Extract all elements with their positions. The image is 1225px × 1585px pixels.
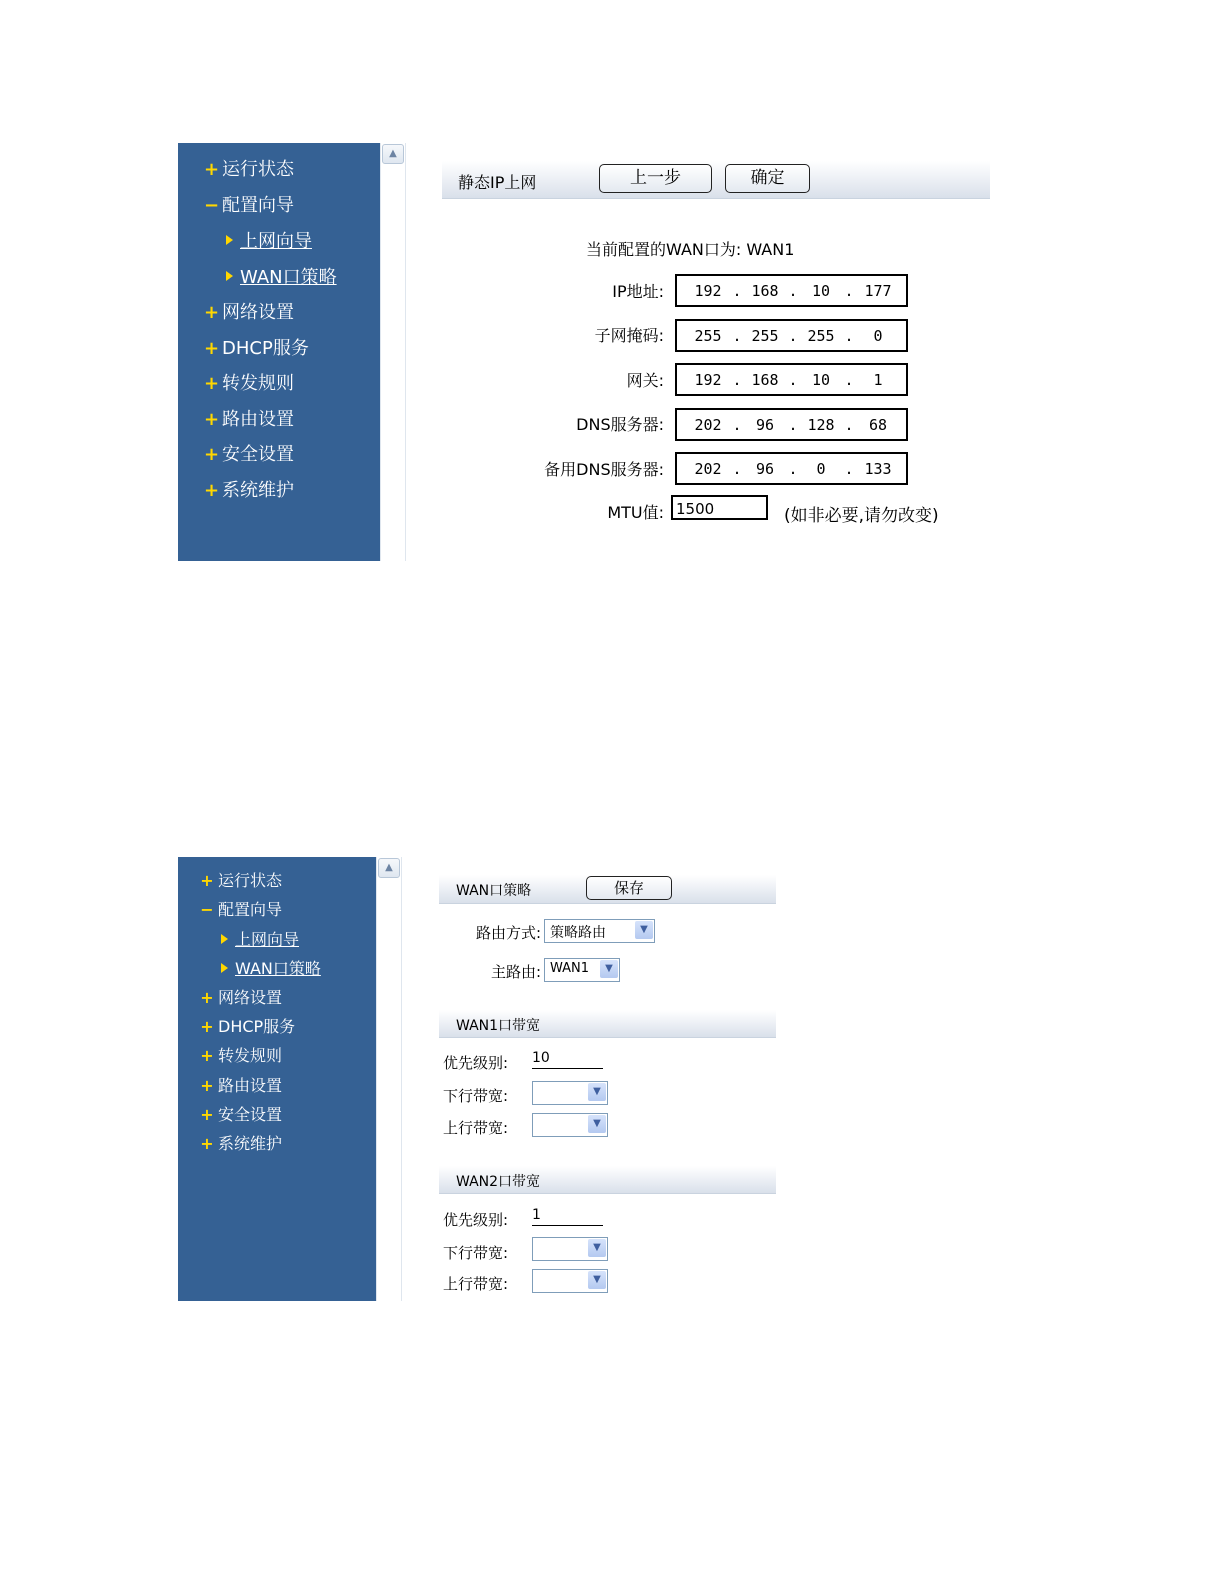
routing-mode-select[interactable] [544,919,655,943]
wan1-downlink-label: 下行带宽: [443,1087,509,1105]
gateway-octet-2[interactable]: 168 [751,371,779,389]
backup-dns-octet-3[interactable]: 0 [816,460,826,478]
octet-separator: . [844,371,854,389]
plus-icon: + [200,1046,214,1065]
wan2-bandwidth-header [439,1166,776,1194]
subnet-mask-label: 子网掩码: [594,326,664,345]
vertical-scrollbar[interactable] [376,857,402,1301]
confirm-button[interactable]: 确定 [725,164,810,193]
main-route-select[interactable] [544,958,620,982]
vertical-scrollbar[interactable] [380,143,406,561]
menu-item-dhcp[interactable]: + DHCP服务 [204,338,309,359]
dns-octet-1[interactable]: 202 [694,416,722,434]
menu-item-security[interactable]: + 安全设置 [200,1105,283,1124]
submenu-item-wan-policy[interactable]: WAN口策略 [226,267,337,289]
sidebar-menu [178,857,376,1301]
octet-separator: . [732,416,742,434]
octet-separator: . [844,460,854,478]
plus-icon: + [200,1076,214,1095]
menu-item-run-status[interactable]: + 运行状态 [200,871,283,890]
routing-mode-label: 路由方式: [475,924,541,942]
plus-icon: + [204,159,220,180]
backup-dns-octet-1[interactable]: 202 [694,460,722,478]
dns-server-label: DNS服务器: [576,415,664,434]
menu-item-routing[interactable]: + 路由设置 [204,409,294,430]
menu-item-run-status[interactable]: + 运行状态 [204,159,294,180]
plus-icon: + [200,871,214,890]
minus-icon: − [200,900,214,919]
plus-icon: + [200,988,214,1007]
current-wan-label: 当前配置的WAN口为: [586,240,742,259]
ip-address-label: IP地址: [612,282,664,301]
wan1-bandwidth-title: WAN1口带宽 [456,1018,541,1034]
triangle-right-icon [226,271,233,281]
menu-item-forward-rules[interactable]: + 转发规则 [200,1046,283,1065]
menu-item-network-settings[interactable]: + 网络设置 [204,302,294,323]
wan1-bandwidth-header [439,1010,776,1038]
octet-separator: . [844,282,854,300]
scroll-up-arrow-icon[interactable]: ▲ [378,858,400,878]
menu-item-maintenance[interactable]: + 系统维护 [200,1134,283,1153]
octet-separator: . [732,460,742,478]
sidebar-menu [178,143,380,561]
dns-server-field[interactable] [675,408,908,441]
chevron-down-icon[interactable]: ▼ [588,1115,606,1133]
mask-octet-2[interactable]: 255 [751,327,779,345]
chevron-down-icon[interactable]: ▼ [588,1239,606,1257]
wan2-downlink-label: 下行带宽: [443,1244,509,1262]
menu-item-config-wizard[interactable]: − 配置向导 [200,900,283,919]
current-wan-value: WAN1 [746,240,795,259]
octet-separator: . [732,327,742,345]
wan1-downlink-select[interactable] [532,1081,608,1105]
page-title: 静态IP上网 [458,173,537,192]
chevron-down-icon[interactable]: ▼ [588,1271,606,1289]
octet-separator: . [732,371,742,389]
page-header-bar [442,161,990,199]
plus-icon: + [204,480,220,501]
gateway-octet-4[interactable]: 1 [873,371,883,389]
plus-icon: + [200,1105,214,1124]
menu-item-config-wizard[interactable]: − 配置向导 [204,195,294,216]
menu-item-dhcp[interactable]: + DHCP服务 [200,1017,296,1036]
dns-octet-2[interactable]: 96 [755,416,775,434]
backup-dns-field[interactable] [675,452,908,485]
ip-address-field[interactable] [675,274,908,307]
plus-icon: + [200,1134,214,1153]
plus-icon: + [200,1017,214,1036]
main-route-label: 主路由: [490,963,541,981]
wan2-bandwidth-title: WAN2口带宽 [456,1174,541,1190]
mask-octet-4[interactable]: 0 [873,327,883,345]
mask-octet-3[interactable]: 255 [807,327,835,345]
wan1-priority-input[interactable]: 10 [532,1050,603,1069]
triangle-right-icon [226,235,233,245]
menu-item-forward-rules[interactable]: + 转发规则 [204,373,294,394]
octet-separator: . [844,327,854,345]
backup-dns-octet-2[interactable]: 96 [755,460,775,478]
plus-icon: + [204,409,220,430]
wan2-uplink-select[interactable] [532,1269,608,1293]
dns-octet-3[interactable]: 128 [807,416,835,434]
triangle-right-icon [221,963,228,973]
scroll-up-arrow-icon[interactable]: ▲ [382,144,404,164]
wan2-priority-label: 优先级别: [443,1211,509,1229]
submenu-item-internet-wizard[interactable]: 上网向导 [221,930,299,950]
octet-separator: . [788,282,798,300]
mtu-label: MTU值: [607,503,664,522]
triangle-right-icon [221,934,228,944]
subnet-mask-field[interactable] [675,319,908,352]
wan1-uplink-select[interactable] [532,1113,608,1137]
wan1-uplink-label: 上行带宽: [443,1119,509,1137]
ip-octet-4[interactable]: 177 [864,282,892,300]
ip-octet-3[interactable]: 10 [811,282,831,300]
wan2-uplink-label: 上行带宽: [443,1275,509,1293]
chevron-down-icon[interactable]: ▼ [600,960,618,978]
chevron-down-icon[interactable]: ▼ [635,921,653,939]
ip-octet-2[interactable]: 168 [751,282,779,300]
plus-icon: + [204,444,220,465]
wan-policy-screen [178,857,776,1301]
menu-item-maintenance[interactable]: + 系统维护 [204,480,294,501]
gateway-field[interactable] [675,363,908,396]
plus-icon: + [204,302,220,323]
mtu-note: (如非必要,请勿改变) [784,506,939,526]
dns-octet-4[interactable]: 68 [868,416,888,434]
menu-item-security[interactable]: + 安全设置 [204,444,294,465]
minus-icon: − [204,195,220,216]
menu-item-routing[interactable]: + 路由设置 [200,1076,283,1095]
save-button[interactable]: 保存 [586,876,672,900]
gateway-octet-1[interactable]: 192 [694,371,722,389]
octet-separator: . [788,416,798,434]
mtu-input[interactable]: 1500 [671,495,768,520]
backup-dns-label: 备用DNS服务器: [544,460,664,479]
octet-separator: . [732,282,742,300]
gateway-label: 网关: [626,371,664,390]
chevron-down-icon[interactable]: ▼ [588,1083,606,1101]
octet-separator: . [788,371,798,389]
current-wan-line [586,237,794,260]
octet-separator: . [788,327,798,345]
wan1-priority-label: 优先级别: [443,1054,509,1072]
submenu-item-internet-wizard[interactable]: 上网向导 [226,231,312,253]
gateway-octet-3[interactable]: 10 [811,371,831,389]
wan-policy-header [439,875,776,904]
static-ip-screen [178,143,990,561]
ip-octet-1[interactable]: 192 [694,282,722,300]
octet-separator: . [844,416,854,434]
submenu-item-wan-policy[interactable]: WAN口策略 [221,959,321,979]
wan-policy-title: WAN口策略 [456,883,532,899]
octet-separator: . [788,460,798,478]
menu-item-network-settings[interactable]: + 网络设置 [200,988,283,1007]
mask-octet-1[interactable]: 255 [694,327,722,345]
plus-icon: + [204,338,220,359]
back-button[interactable]: 上一步 [599,164,712,193]
wan2-downlink-select[interactable] [532,1237,608,1261]
wan2-priority-input[interactable]: 1 [532,1207,603,1226]
backup-dns-octet-4[interactable]: 133 [864,460,892,478]
routing-mode-value: 策略路由 [550,925,606,941]
plus-icon: + [204,373,220,394]
main-route-value: WAN1 [550,961,590,976]
